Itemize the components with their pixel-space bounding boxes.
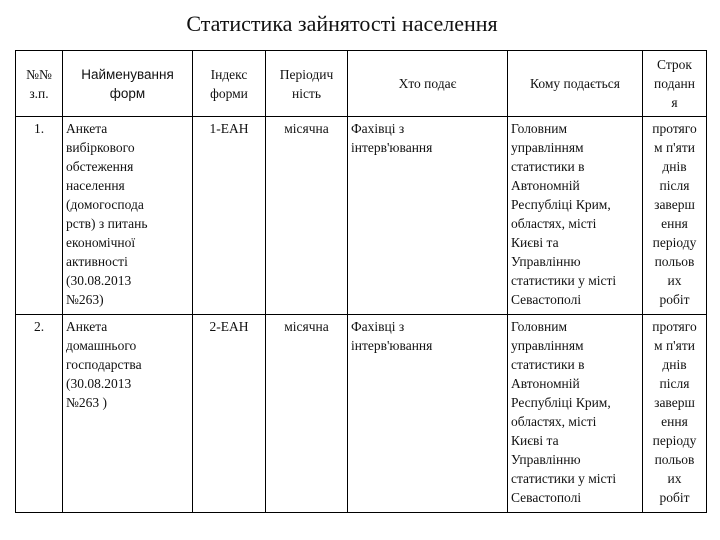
row-form-index: 1-ЕАН [193, 117, 266, 315]
row-submitter: Фахівці з інтерв'ювання [348, 117, 508, 315]
row-periodicity: місячна [266, 117, 348, 315]
row-deadline: протяго м п'яти днів після заверш ення періоду польов их робіт [643, 117, 707, 315]
header-number: №№ з.п. [16, 51, 63, 117]
header-periodicity: Періодич ність [266, 51, 348, 117]
table-row [16, 117, 707, 315]
row-deadline: протяго м п'яти днів після заверш ення періоду польов их робіт [643, 315, 707, 513]
row-recipient: Головним управлінням статистики в Автономній Республіці Крим, областях, місті Києві та Управлінню статистики у місті Севастополі [508, 117, 643, 315]
row-form-name: Анкета домашнього господарства (30.08.2013 №263 ) [63, 315, 193, 513]
row-submitter: Фахівці з інтерв'ювання [348, 315, 508, 513]
statistics-table [15, 50, 707, 513]
header-form-index: Індекс форми [193, 51, 266, 117]
page-title: Статистика зайнятості населення [186, 11, 498, 36]
table-header-row [16, 51, 707, 117]
row-number: 1. [16, 117, 63, 315]
header-deadline: Строк поданн я [643, 51, 707, 117]
row-form-index: 2-ЕАН [193, 315, 266, 513]
header-form-name: Найменування форм [63, 51, 193, 117]
row-recipient: Головним управлінням статистики в Автономній Республіці Крим, областях, місті Києві та Управлінню статистики у місті Севастополі [508, 315, 643, 513]
row-periodicity: місячна [266, 315, 348, 513]
header-recipient: Кому подається [508, 51, 643, 117]
table-row [16, 315, 707, 513]
row-form-name: Анкета вибіркового обстеження населення (домогоспода рств) з питань економічної активності (30.08.2013 №263) [63, 117, 193, 315]
row-number: 2. [16, 315, 63, 513]
header-submitter: Хто подає [348, 51, 508, 117]
